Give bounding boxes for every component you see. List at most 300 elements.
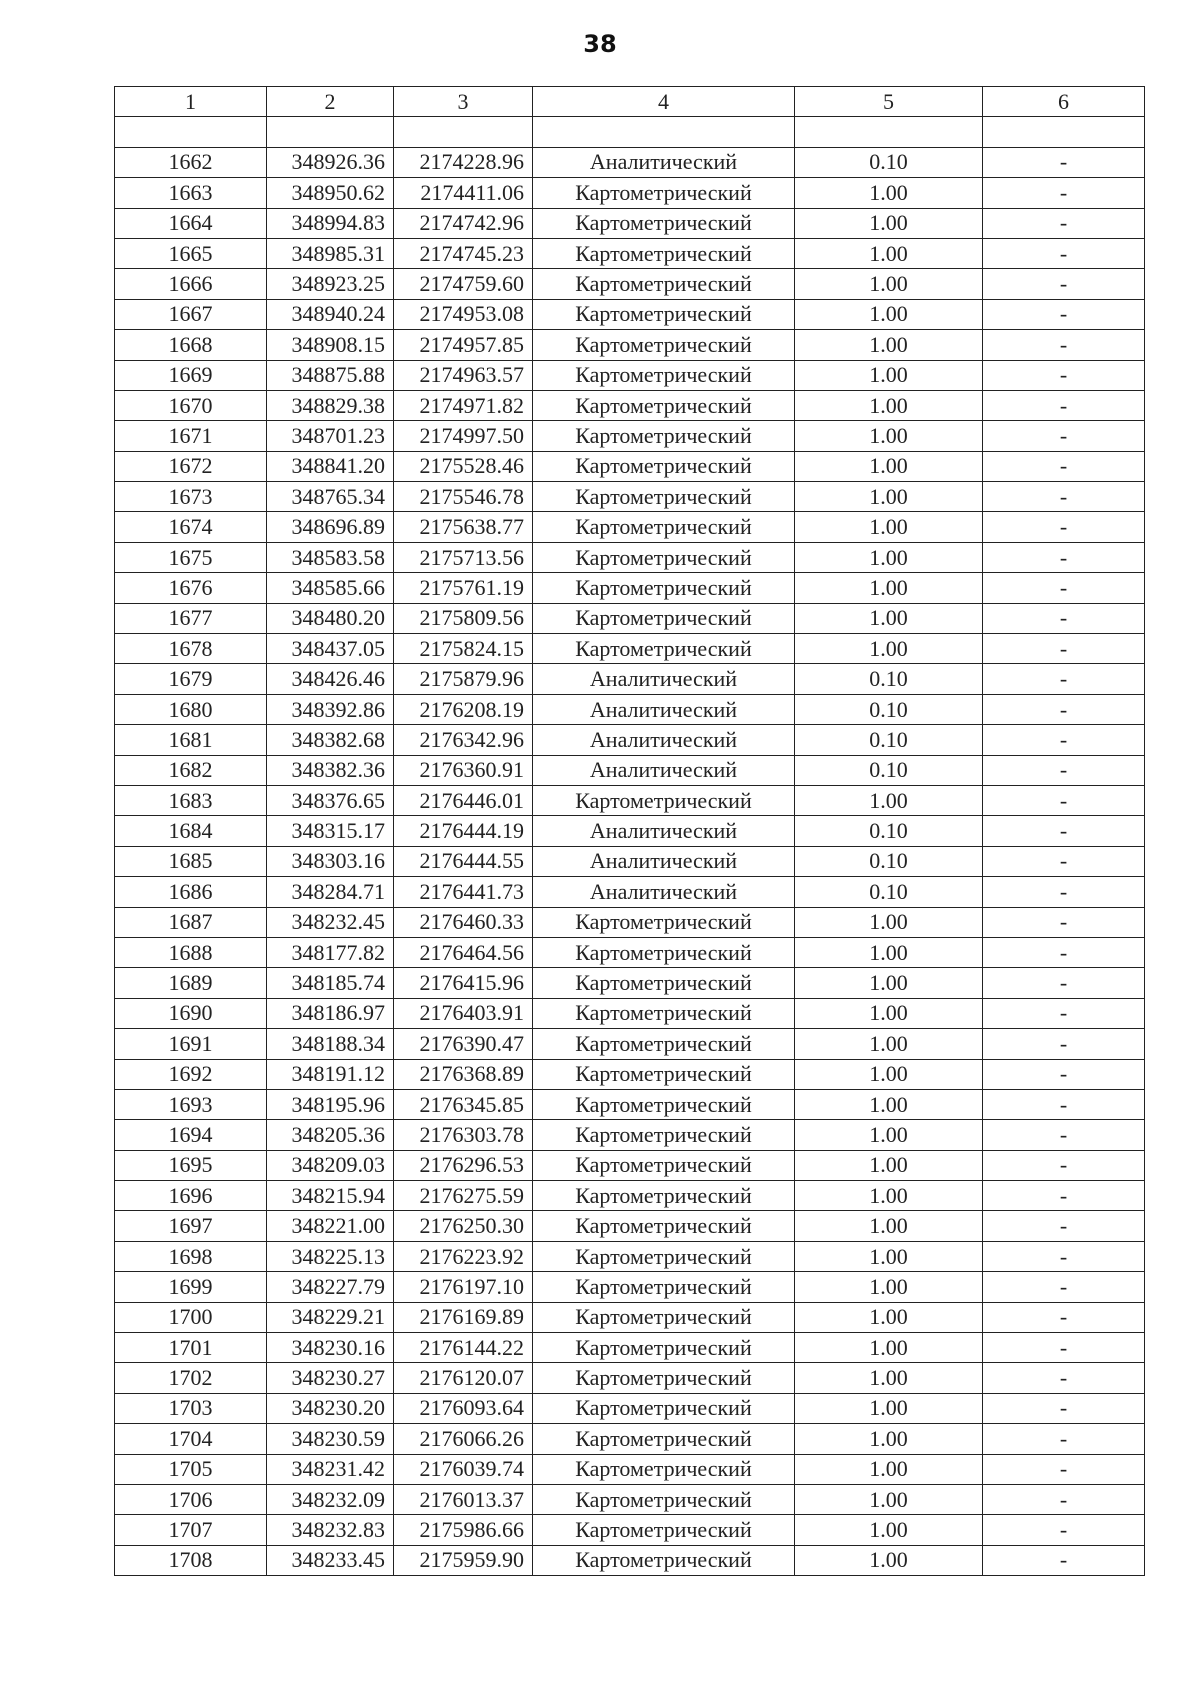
point-number-cell: 1682: [115, 755, 267, 785]
coordinates-table: [114, 86, 1145, 1576]
y-coordinate-cell: 2176464.56: [394, 937, 533, 967]
y-coordinate-cell: 2175824.15: [394, 634, 533, 664]
method-cell: Картометрический: [533, 1211, 795, 1241]
method-cell: Картометрический: [533, 1545, 795, 1575]
point-number-cell: 1697: [115, 1211, 267, 1241]
point-number-cell: 1662: [115, 147, 267, 177]
x-coordinate-cell: 348701.23: [267, 421, 394, 451]
accuracy-cell: 1.00: [795, 1272, 983, 1302]
y-coordinate-cell: 2176208.19: [394, 694, 533, 724]
point-number-cell: 1703: [115, 1393, 267, 1423]
table-row: [115, 208, 1145, 238]
y-coordinate-cell: 2174957.85: [394, 330, 533, 360]
point-number-cell: 1677: [115, 603, 267, 633]
accuracy-cell: 0.10: [795, 846, 983, 876]
x-coordinate-cell: 348195.96: [267, 1089, 394, 1119]
y-coordinate-cell: 2176250.30: [394, 1211, 533, 1241]
point-number-cell: 1707: [115, 1515, 267, 1545]
method-cell: Картометрический: [533, 1424, 795, 1454]
table-row: [115, 1211, 1145, 1241]
point-number-cell: 1673: [115, 482, 267, 512]
x-coordinate-cell: 348188.34: [267, 1029, 394, 1059]
y-coordinate-cell: 2176197.10: [394, 1272, 533, 1302]
table-row: [115, 998, 1145, 1028]
empty-row: [115, 117, 1145, 147]
method-cell: Картометрический: [533, 238, 795, 268]
method-cell: Картометрический: [533, 603, 795, 633]
y-coordinate-cell: 2176066.26: [394, 1424, 533, 1454]
accuracy-cell: 0.10: [795, 755, 983, 785]
accuracy-cell: 1.00: [795, 937, 983, 967]
note-cell: -: [983, 1515, 1145, 1545]
x-coordinate-cell: 348227.79: [267, 1272, 394, 1302]
empty-cell: [983, 117, 1145, 147]
note-cell: -: [983, 1454, 1145, 1484]
y-coordinate-cell: 2174742.96: [394, 208, 533, 238]
table-row: [115, 1515, 1145, 1545]
header-row: [115, 87, 1145, 117]
y-coordinate-cell: 2176169.89: [394, 1302, 533, 1332]
point-number-cell: 1663: [115, 178, 267, 208]
x-coordinate-cell: 348950.62: [267, 178, 394, 208]
method-cell: Картометрический: [533, 1515, 795, 1545]
table-row: [115, 1241, 1145, 1271]
accuracy-cell: 1.00: [795, 1515, 983, 1545]
x-coordinate-cell: 348480.20: [267, 603, 394, 633]
table-row: [115, 1272, 1145, 1302]
x-coordinate-cell: 348233.45: [267, 1545, 394, 1575]
x-coordinate-cell: 348382.36: [267, 755, 394, 785]
accuracy-cell: 1.00: [795, 1424, 983, 1454]
point-number-cell: 1696: [115, 1181, 267, 1211]
x-coordinate-cell: 348426.46: [267, 664, 394, 694]
method-cell: Картометрический: [533, 1484, 795, 1514]
point-number-cell: 1667: [115, 299, 267, 329]
method-cell: Картометрический: [533, 1241, 795, 1271]
accuracy-cell: 1.00: [795, 421, 983, 451]
empty-cell: [533, 117, 795, 147]
x-coordinate-cell: 348585.66: [267, 573, 394, 603]
note-cell: -: [983, 907, 1145, 937]
method-cell: Аналитический: [533, 877, 795, 907]
y-coordinate-cell: 2176223.92: [394, 1241, 533, 1271]
accuracy-cell: 1.00: [795, 482, 983, 512]
table-row: [115, 816, 1145, 846]
accuracy-cell: 1.00: [795, 573, 983, 603]
y-coordinate-cell: 2176013.37: [394, 1484, 533, 1514]
table-row: [115, 907, 1145, 937]
y-coordinate-cell: 2176296.53: [394, 1150, 533, 1180]
x-coordinate-cell: 348232.45: [267, 907, 394, 937]
y-coordinate-cell: 2175986.66: [394, 1515, 533, 1545]
note-cell: -: [983, 390, 1145, 420]
column-header: 4: [533, 87, 795, 117]
method-cell: Картометрический: [533, 998, 795, 1028]
method-cell: Картометрический: [533, 1302, 795, 1332]
point-number-cell: 1674: [115, 512, 267, 542]
method-cell: Картометрический: [533, 1181, 795, 1211]
x-coordinate-cell: 348875.88: [267, 360, 394, 390]
x-coordinate-cell: 348209.03: [267, 1150, 394, 1180]
point-number-cell: 1698: [115, 1241, 267, 1271]
y-coordinate-cell: 2176303.78: [394, 1120, 533, 1150]
y-coordinate-cell: 2176093.64: [394, 1393, 533, 1423]
method-cell: Картометрический: [533, 937, 795, 967]
note-cell: -: [983, 360, 1145, 390]
note-cell: -: [983, 482, 1145, 512]
table-row: [115, 299, 1145, 329]
x-coordinate-cell: 348437.05: [267, 634, 394, 664]
note-cell: -: [983, 421, 1145, 451]
point-number-cell: 1688: [115, 937, 267, 967]
table-row: [115, 1545, 1145, 1575]
y-coordinate-cell: 2176415.96: [394, 968, 533, 998]
note-cell: -: [983, 998, 1145, 1028]
empty-cell: [267, 117, 394, 147]
table-row: [115, 785, 1145, 815]
y-coordinate-cell: 2174953.08: [394, 299, 533, 329]
table-body: [115, 87, 1145, 1576]
table-row: [115, 542, 1145, 572]
x-coordinate-cell: 348841.20: [267, 451, 394, 481]
table-row: [115, 1484, 1145, 1514]
table-row: [115, 1059, 1145, 1089]
accuracy-cell: 1.00: [795, 1241, 983, 1271]
note-cell: -: [983, 451, 1145, 481]
method-cell: Картометрический: [533, 1059, 795, 1089]
point-number-cell: 1684: [115, 816, 267, 846]
method-cell: Картометрический: [533, 573, 795, 603]
y-coordinate-cell: 2176120.07: [394, 1363, 533, 1393]
method-cell: Аналитический: [533, 755, 795, 785]
note-cell: -: [983, 1029, 1145, 1059]
table-row: [115, 1150, 1145, 1180]
point-number-cell: 1687: [115, 907, 267, 937]
y-coordinate-cell: 2176039.74: [394, 1454, 533, 1484]
y-coordinate-cell: 2176345.85: [394, 1089, 533, 1119]
method-cell: Аналитический: [533, 694, 795, 724]
accuracy-cell: 1.00: [795, 1484, 983, 1514]
method-cell: Аналитический: [533, 816, 795, 846]
table-row: [115, 573, 1145, 603]
point-number-cell: 1705: [115, 1454, 267, 1484]
note-cell: -: [983, 1059, 1145, 1089]
table-row: [115, 512, 1145, 542]
point-number-cell: 1690: [115, 998, 267, 1028]
column-header: 6: [983, 87, 1145, 117]
y-coordinate-cell: 2174411.06: [394, 178, 533, 208]
note-cell: -: [983, 330, 1145, 360]
x-coordinate-cell: 348985.31: [267, 238, 394, 268]
y-coordinate-cell: 2176275.59: [394, 1181, 533, 1211]
y-coordinate-cell: 2175528.46: [394, 451, 533, 481]
table-row: [115, 147, 1145, 177]
y-coordinate-cell: 2176460.33: [394, 907, 533, 937]
y-coordinate-cell: 2175959.90: [394, 1545, 533, 1575]
point-number-cell: 1692: [115, 1059, 267, 1089]
point-number-cell: 1693: [115, 1089, 267, 1119]
note-cell: -: [983, 664, 1145, 694]
method-cell: Картометрический: [533, 451, 795, 481]
x-coordinate-cell: 348923.25: [267, 269, 394, 299]
y-coordinate-cell: 2176368.89: [394, 1059, 533, 1089]
note-cell: -: [983, 694, 1145, 724]
note-cell: -: [983, 1393, 1145, 1423]
method-cell: Картометрический: [533, 1363, 795, 1393]
accuracy-cell: 0.10: [795, 725, 983, 755]
point-number-cell: 1700: [115, 1302, 267, 1332]
y-coordinate-cell: 2176342.96: [394, 725, 533, 755]
note-cell: -: [983, 1211, 1145, 1241]
accuracy-cell: 1.00: [795, 238, 983, 268]
x-coordinate-cell: 348230.16: [267, 1333, 394, 1363]
y-coordinate-cell: 2174963.57: [394, 360, 533, 390]
accuracy-cell: 1.00: [795, 1393, 983, 1423]
method-cell: Картометрический: [533, 482, 795, 512]
note-cell: -: [983, 1302, 1145, 1332]
table-row: [115, 1120, 1145, 1150]
empty-cell: [795, 117, 983, 147]
x-coordinate-cell: 348994.83: [267, 208, 394, 238]
accuracy-cell: 1.00: [795, 785, 983, 815]
accuracy-cell: 1.00: [795, 330, 983, 360]
note-cell: -: [983, 178, 1145, 208]
table-row: [115, 694, 1145, 724]
point-number-cell: 1668: [115, 330, 267, 360]
point-number-cell: 1702: [115, 1363, 267, 1393]
table-row: [115, 664, 1145, 694]
note-cell: -: [983, 1272, 1145, 1302]
column-header: 1: [115, 87, 267, 117]
method-cell: Картометрический: [533, 907, 795, 937]
method-cell: Картометрический: [533, 1089, 795, 1119]
table-row: [115, 634, 1145, 664]
y-coordinate-cell: 2175638.77: [394, 512, 533, 542]
table-row: [115, 1424, 1145, 1454]
point-number-cell: 1670: [115, 390, 267, 420]
point-number-cell: 1681: [115, 725, 267, 755]
table-row: [115, 360, 1145, 390]
note-cell: -: [983, 573, 1145, 603]
table-row: [115, 390, 1145, 420]
note-cell: -: [983, 634, 1145, 664]
column-header: 5: [795, 87, 983, 117]
y-coordinate-cell: 2175713.56: [394, 542, 533, 572]
x-coordinate-cell: 348829.38: [267, 390, 394, 420]
x-coordinate-cell: 348185.74: [267, 968, 394, 998]
table-row: [115, 269, 1145, 299]
x-coordinate-cell: 348940.24: [267, 299, 394, 329]
note-cell: -: [983, 785, 1145, 815]
point-number-cell: 1683: [115, 785, 267, 815]
note-cell: -: [983, 1545, 1145, 1575]
x-coordinate-cell: 348230.27: [267, 1363, 394, 1393]
accuracy-cell: 1.00: [795, 998, 983, 1028]
x-coordinate-cell: 348225.13: [267, 1241, 394, 1271]
method-cell: Картометрический: [533, 421, 795, 451]
accuracy-cell: 1.00: [795, 1150, 983, 1180]
accuracy-cell: 1.00: [795, 1089, 983, 1119]
method-cell: Картометрический: [533, 1029, 795, 1059]
method-cell: Картометрический: [533, 968, 795, 998]
note-cell: -: [983, 512, 1145, 542]
y-coordinate-cell: 2175809.56: [394, 603, 533, 633]
method-cell: Аналитический: [533, 664, 795, 694]
column-header: 2: [267, 87, 394, 117]
table-row: [115, 1454, 1145, 1484]
accuracy-cell: 1.00: [795, 968, 983, 998]
table-row: [115, 1181, 1145, 1211]
point-number-cell: 1671: [115, 421, 267, 451]
accuracy-cell: 1.00: [795, 1059, 983, 1089]
point-number-cell: 1669: [115, 360, 267, 390]
table-row: [115, 846, 1145, 876]
x-coordinate-cell: 348230.59: [267, 1424, 394, 1454]
point-number-cell: 1675: [115, 542, 267, 572]
method-cell: Аналитический: [533, 846, 795, 876]
x-coordinate-cell: 348315.17: [267, 816, 394, 846]
x-coordinate-cell: 348232.83: [267, 1515, 394, 1545]
method-cell: Картометрический: [533, 542, 795, 572]
note-cell: -: [983, 1333, 1145, 1363]
point-number-cell: 1708: [115, 1545, 267, 1575]
table-row: [115, 1333, 1145, 1363]
point-number-cell: 1678: [115, 634, 267, 664]
accuracy-cell: 1.00: [795, 178, 983, 208]
accuracy-cell: 1.00: [795, 208, 983, 238]
y-coordinate-cell: 2176390.47: [394, 1029, 533, 1059]
x-coordinate-cell: 348221.00: [267, 1211, 394, 1241]
point-number-cell: 1666: [115, 269, 267, 299]
table-row: [115, 755, 1145, 785]
x-coordinate-cell: 348205.36: [267, 1120, 394, 1150]
point-number-cell: 1672: [115, 451, 267, 481]
y-coordinate-cell: 2176144.22: [394, 1333, 533, 1363]
note-cell: -: [983, 603, 1145, 633]
note-cell: -: [983, 1150, 1145, 1180]
point-number-cell: 1689: [115, 968, 267, 998]
point-number-cell: 1680: [115, 694, 267, 724]
method-cell: Картометрический: [533, 785, 795, 815]
table-row: [115, 330, 1145, 360]
y-coordinate-cell: 2175761.19: [394, 573, 533, 603]
accuracy-cell: 1.00: [795, 451, 983, 481]
x-coordinate-cell: 348583.58: [267, 542, 394, 572]
y-coordinate-cell: 2176403.91: [394, 998, 533, 1028]
table-row: [115, 238, 1145, 268]
note-cell: -: [983, 755, 1145, 785]
point-number-cell: 1694: [115, 1120, 267, 1150]
accuracy-cell: 1.00: [795, 1363, 983, 1393]
x-coordinate-cell: 348230.20: [267, 1393, 394, 1423]
note-cell: -: [983, 968, 1145, 998]
accuracy-cell: 1.00: [795, 269, 983, 299]
table-row: [115, 1029, 1145, 1059]
note-cell: -: [983, 147, 1145, 177]
method-cell: Картометрический: [533, 1150, 795, 1180]
note-cell: -: [983, 208, 1145, 238]
method-cell: Картометрический: [533, 1454, 795, 1484]
table-row: [115, 178, 1145, 208]
y-coordinate-cell: 2176446.01: [394, 785, 533, 815]
x-coordinate-cell: 348177.82: [267, 937, 394, 967]
x-coordinate-cell: 348908.15: [267, 330, 394, 360]
page-number: 38: [583, 30, 617, 58]
note-cell: -: [983, 238, 1145, 268]
y-coordinate-cell: 2176441.73: [394, 877, 533, 907]
y-coordinate-cell: 2174971.82: [394, 390, 533, 420]
note-cell: -: [983, 1089, 1145, 1119]
accuracy-cell: 1.00: [795, 512, 983, 542]
accuracy-cell: 1.00: [795, 390, 983, 420]
point-number-cell: 1679: [115, 664, 267, 694]
note-cell: -: [983, 937, 1145, 967]
method-cell: Картометрический: [533, 1333, 795, 1363]
x-coordinate-cell: 348392.86: [267, 694, 394, 724]
note-cell: -: [983, 299, 1145, 329]
x-coordinate-cell: 348696.89: [267, 512, 394, 542]
note-cell: -: [983, 542, 1145, 572]
y-coordinate-cell: 2176444.19: [394, 816, 533, 846]
table-row: [115, 1089, 1145, 1119]
table-row: [115, 725, 1145, 755]
accuracy-cell: 1.00: [795, 907, 983, 937]
method-cell: Картометрический: [533, 512, 795, 542]
table-row: [115, 482, 1145, 512]
x-coordinate-cell: 348284.71: [267, 877, 394, 907]
y-coordinate-cell: 2175546.78: [394, 482, 533, 512]
point-number-cell: 1704: [115, 1424, 267, 1454]
point-number-cell: 1665: [115, 238, 267, 268]
table-row: [115, 1393, 1145, 1423]
note-cell: -: [983, 1120, 1145, 1150]
table-row: [115, 451, 1145, 481]
note-cell: -: [983, 269, 1145, 299]
x-coordinate-cell: 348926.36: [267, 147, 394, 177]
note-cell: -: [983, 1424, 1145, 1454]
x-coordinate-cell: 348186.97: [267, 998, 394, 1028]
accuracy-cell: 1.00: [795, 1120, 983, 1150]
method-cell: Картометрический: [533, 1393, 795, 1423]
method-cell: Картометрический: [533, 390, 795, 420]
point-number-cell: 1685: [115, 846, 267, 876]
note-cell: -: [983, 877, 1145, 907]
table-row: [115, 603, 1145, 633]
accuracy-cell: 1.00: [795, 603, 983, 633]
method-cell: Картометрический: [533, 634, 795, 664]
accuracy-cell: 1.00: [795, 1545, 983, 1575]
accuracy-cell: 1.00: [795, 299, 983, 329]
accuracy-cell: 1.00: [795, 1333, 983, 1363]
table-row: [115, 1302, 1145, 1332]
table-row: [115, 1363, 1145, 1393]
table-row: [115, 937, 1145, 967]
point-number-cell: 1701: [115, 1333, 267, 1363]
x-coordinate-cell: 348765.34: [267, 482, 394, 512]
method-cell: Картометрический: [533, 360, 795, 390]
method-cell: Картометрический: [533, 299, 795, 329]
accuracy-cell: 1.00: [795, 634, 983, 664]
y-coordinate-cell: 2176360.91: [394, 755, 533, 785]
method-cell: Аналитический: [533, 147, 795, 177]
x-coordinate-cell: 348376.65: [267, 785, 394, 815]
note-cell: -: [983, 725, 1145, 755]
x-coordinate-cell: 348231.42: [267, 1454, 394, 1484]
point-number-cell: 1676: [115, 573, 267, 603]
note-cell: -: [983, 1181, 1145, 1211]
y-coordinate-cell: 2176444.55: [394, 846, 533, 876]
y-coordinate-cell: 2175879.96: [394, 664, 533, 694]
